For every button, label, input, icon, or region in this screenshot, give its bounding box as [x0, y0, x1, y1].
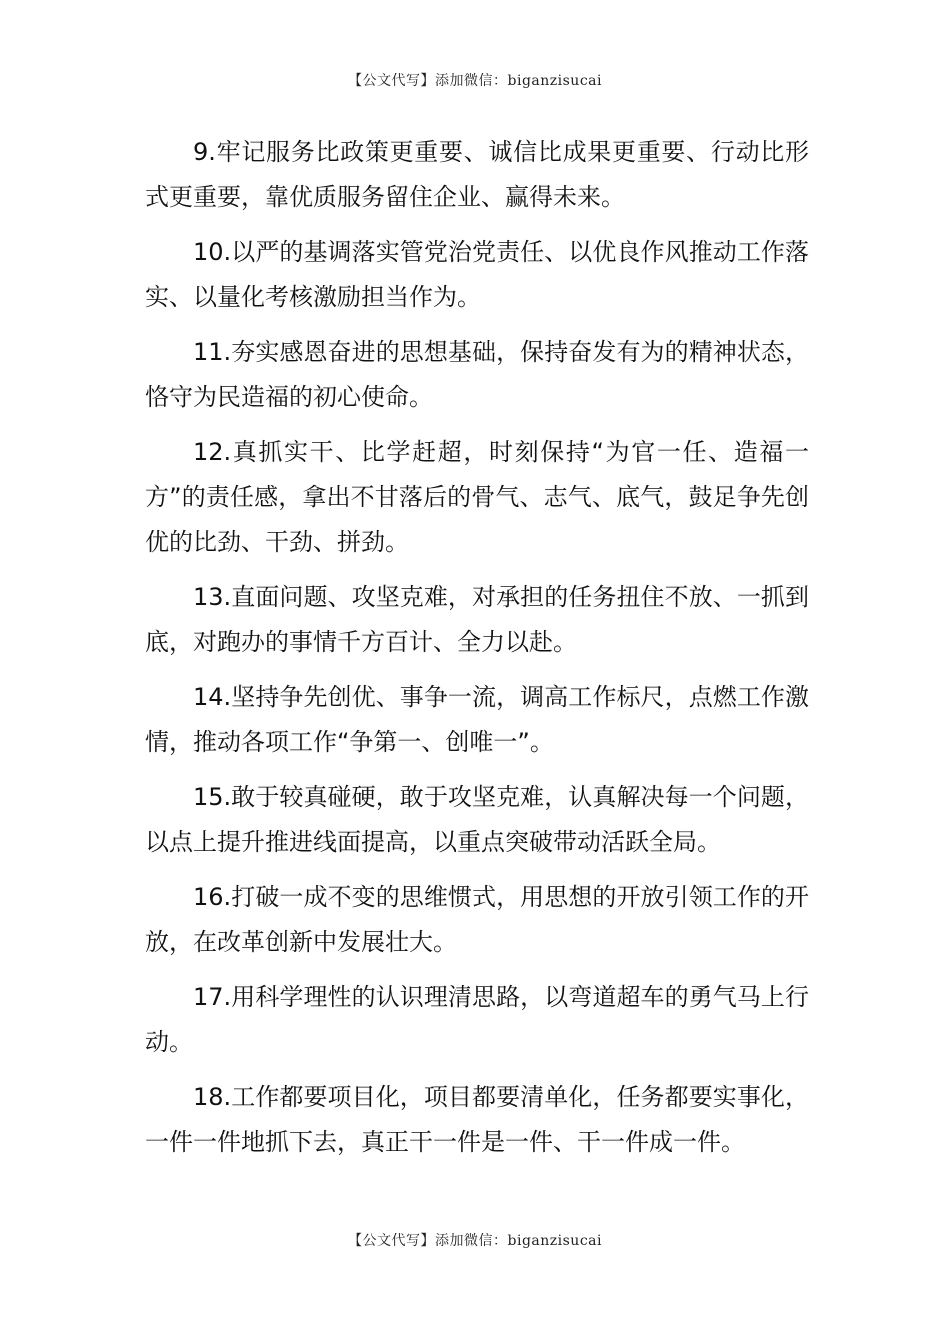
paragraph-15: 15.敢于较真碰硬，敢于攻坚克难，认真解决每一个问题，以点上提升推进线面提高，以重点突破带动活跃全局。 — [145, 783, 809, 856]
page-footer: 【公文代写】添加微信：biganzisucai — [348, 1233, 602, 1249]
document-body — [145, 130, 809, 1175]
paragraph-14: 14.坚持争先创优、事争一流，调高工作标尺，点燃工作激情，推动各项工作“争第一、创唯一”。 — [145, 683, 809, 756]
paragraph-16: 16.打破一成不变的思维惯式，用思想的开放引领工作的开放，在改革创新中发展壮大。 — [145, 883, 809, 956]
paragraph-10: 10.以严的基调落实管党治党责任、以优良作风推动工作落实、以量化考核激励担当作为。 — [145, 238, 809, 311]
paragraph-9: 9.牢记服务比政策更重要、诚信比成果更重要、行动比形式更重要，靠优质服务留住企业、赢得未来。 — [145, 138, 809, 211]
paragraph-12: 12.真抓实干、比学赶超，时刻保持“为官一任、造福一方”的责任感，拿出不甘落后的骨气、志气、底气，鼓足争先创优的比劲、干劲、拼劲。 — [145, 438, 809, 556]
page-header: 【公文代写】添加微信：biganzisucai — [348, 73, 602, 89]
paragraph-13: 13.直面问题、攻坚克难，对承担的任务扭住不放、一抓到底，对跑办的事情千方百计、全力以赴。 — [145, 583, 809, 656]
paragraph-17: 17.用科学理性的认识理清思路，以弯道超车的勇气马上行动。 — [145, 983, 809, 1056]
paragraph-18: 18.工作都要项目化，项目都要清单化，任务都要实事化，一件一件地抓下去，真正干一件是一件、干一件成一件。 — [145, 1083, 809, 1156]
paragraph-11: 11.夯实感恩奋进的思想基础，保持奋发有为的精神状态，恪守为民造福的初心使命。 — [145, 338, 809, 411]
